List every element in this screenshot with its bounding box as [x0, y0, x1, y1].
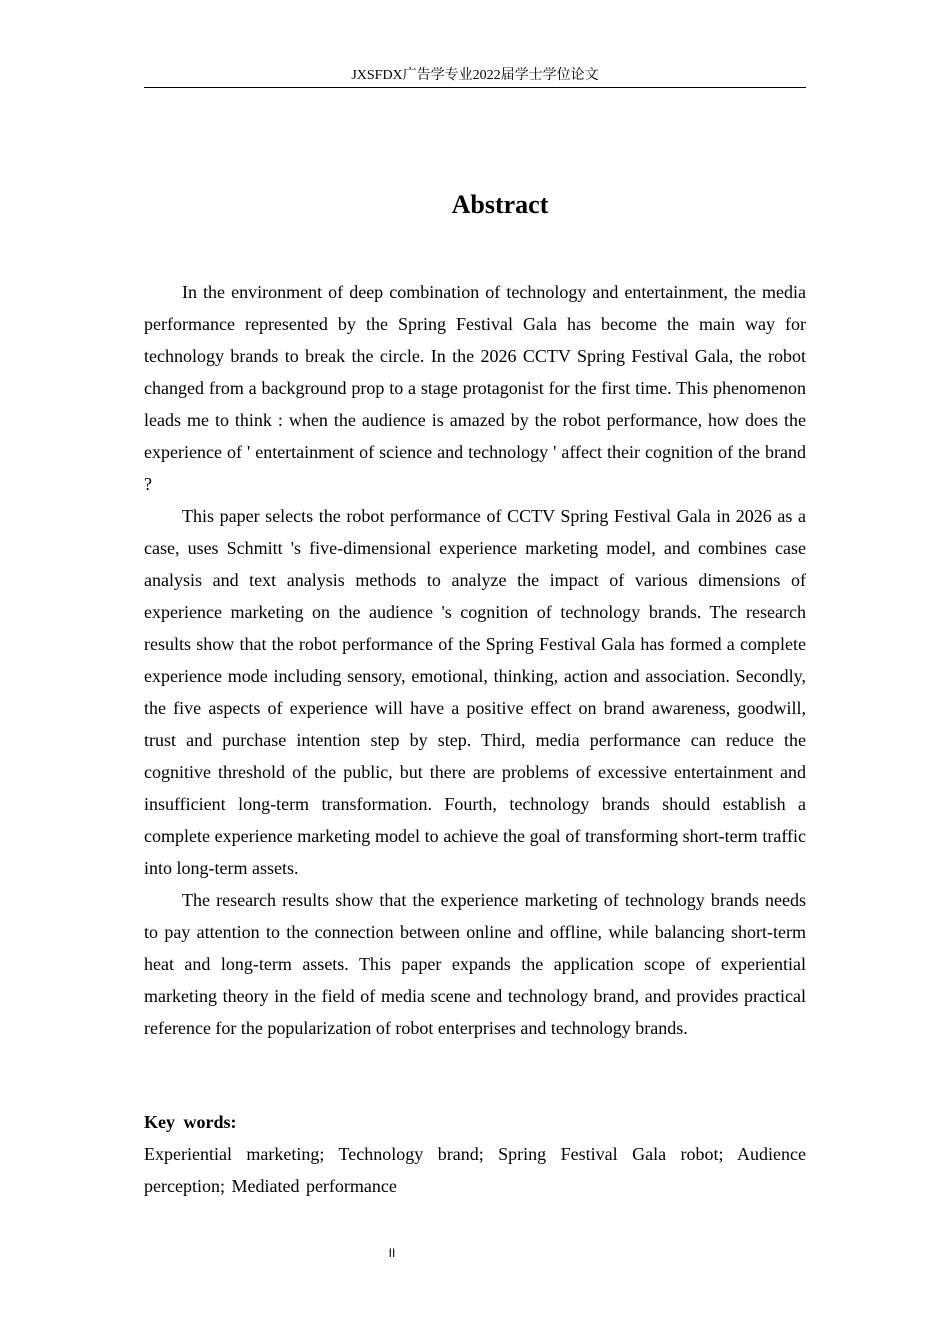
abstract-body — [144, 276, 806, 1044]
page-number: II — [388, 1246, 396, 1260]
running-header: JXSFDX广告学专业2022届学士学位论文 — [351, 68, 599, 83]
keywords-text: Experiential marketing; Technology brand; Spring Festival Gala robot; Audience perception; Mediated performance — [144, 1144, 806, 1196]
abstract-paragraph-2: This paper selects the robot performance of CCTV Spring Festival Gala in 2026 as a case, uses Schmitt 's five-dimensional experience marketing model, and combines case analysis and text analysis methods to analyze the impact of various dimensions of experience marketing on the audience 's cognition of technology brands. The research results show that the robot performance of the Spring Festival Gala has formed a complete experience mode including sensory, emotional, thinking, action and association. Secondly, the five aspects of experience will have a positive effect on brand awareness, goodwill, trust and purchase intention step by step. Third, media performance can reduce the cognitive threshold of the public, but there are problems of excessive entertainment and insufficient long-term transformation. Fourth, technology brands should establish a complete experience marketing model to achieve the goal of transforming short-term traffic into long-term assets. — [144, 506, 806, 878]
abstract-paragraph-3: The research results show that the experience marketing of technology brands needs to pay attention to the connection between online and offline, while balancing short-term heat and long-term assets. This paper expands the application scope of experiential marketing theory in the field of media scene and technology brand, and provides practical reference for the popularization of robot enterprises and technology brands. — [144, 890, 806, 1038]
keywords-label: Key words: — [144, 1112, 237, 1132]
abstract-paragraph-1: In the environment of deep combination of technology and entertainment, the media performance represented by the Spring Festival Gala has become the main way for technology brands to break the circle. In the 2026 CCTV Spring Festival Gala, the robot changed from a background prop to a stage protagonist for the first time. This phenomenon leads me to think : when the audience is amazed by the robot performance, how does the experience of ' entertainment of science and technology ' affect their cognition of the brand ? — [144, 282, 806, 494]
abstract-title: Abstract — [451, 190, 549, 219]
header-rule — [144, 87, 806, 88]
